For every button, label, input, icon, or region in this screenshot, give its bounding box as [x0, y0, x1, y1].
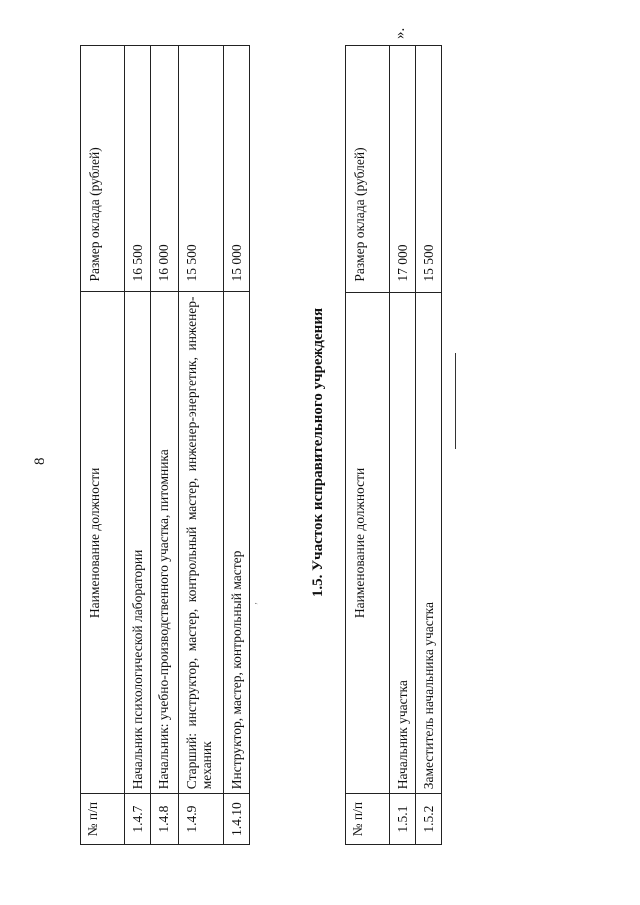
row-salary: 15 500: [416, 46, 442, 293]
table-row: [390, 46, 416, 845]
row-num: 1.4.7: [125, 794, 151, 845]
row-num: 1.5.1: [390, 794, 416, 845]
row-salary: 15 000: [224, 46, 250, 292]
section-title: 1.5. Участок исправительного учреждения: [310, 307, 326, 598]
salary-table-2: [345, 45, 442, 845]
table-row: [179, 46, 224, 845]
table-header-row: [346, 46, 390, 845]
header-num: № п/п: [346, 794, 390, 845]
closing-quote-mark: ».: [392, 27, 408, 39]
row-position: Начальник: учебно-производственного участка, питомника: [151, 292, 179, 794]
table-row: [224, 46, 250, 845]
header-num: № п/п: [81, 794, 125, 845]
row-num: 1.4.9: [179, 794, 224, 845]
page-number: 8: [32, 457, 48, 465]
row-position: Начальник психологической лаборатории: [125, 292, 151, 794]
row-salary: 15 500: [179, 46, 224, 292]
end-divider-line: [455, 353, 456, 449]
salary-table-1: [80, 45, 250, 845]
row-num: 1.4.10: [224, 794, 250, 845]
row-position: Заместитель начальника участка: [416, 292, 442, 794]
table-row: [416, 46, 442, 845]
row-position: Старший: инструктор, мастер, контрольный мастер, инженер-энергетик, инженер-механик: [179, 292, 224, 794]
header-position: Наименование должности: [81, 292, 125, 794]
row-position: Начальник участка: [390, 292, 416, 794]
row-salary: 16 500: [125, 46, 151, 292]
row-salary: 17 000: [390, 46, 416, 293]
table-header-row: [81, 46, 125, 845]
row-num: 1.5.2: [416, 794, 442, 845]
scan-speck: ‚: [248, 602, 258, 605]
row-num: 1.4.8: [151, 794, 179, 845]
header-salary: Размер оклада (рублей): [81, 46, 125, 292]
row-salary: 16 000: [151, 46, 179, 292]
table-row: [151, 46, 179, 845]
header-salary: Размер оклада (рублей): [346, 46, 390, 293]
row-position: Инструктор, мастер, контрольный мастер: [224, 292, 250, 794]
table-row: [125, 46, 151, 845]
header-position: Наименование должности: [346, 292, 390, 794]
